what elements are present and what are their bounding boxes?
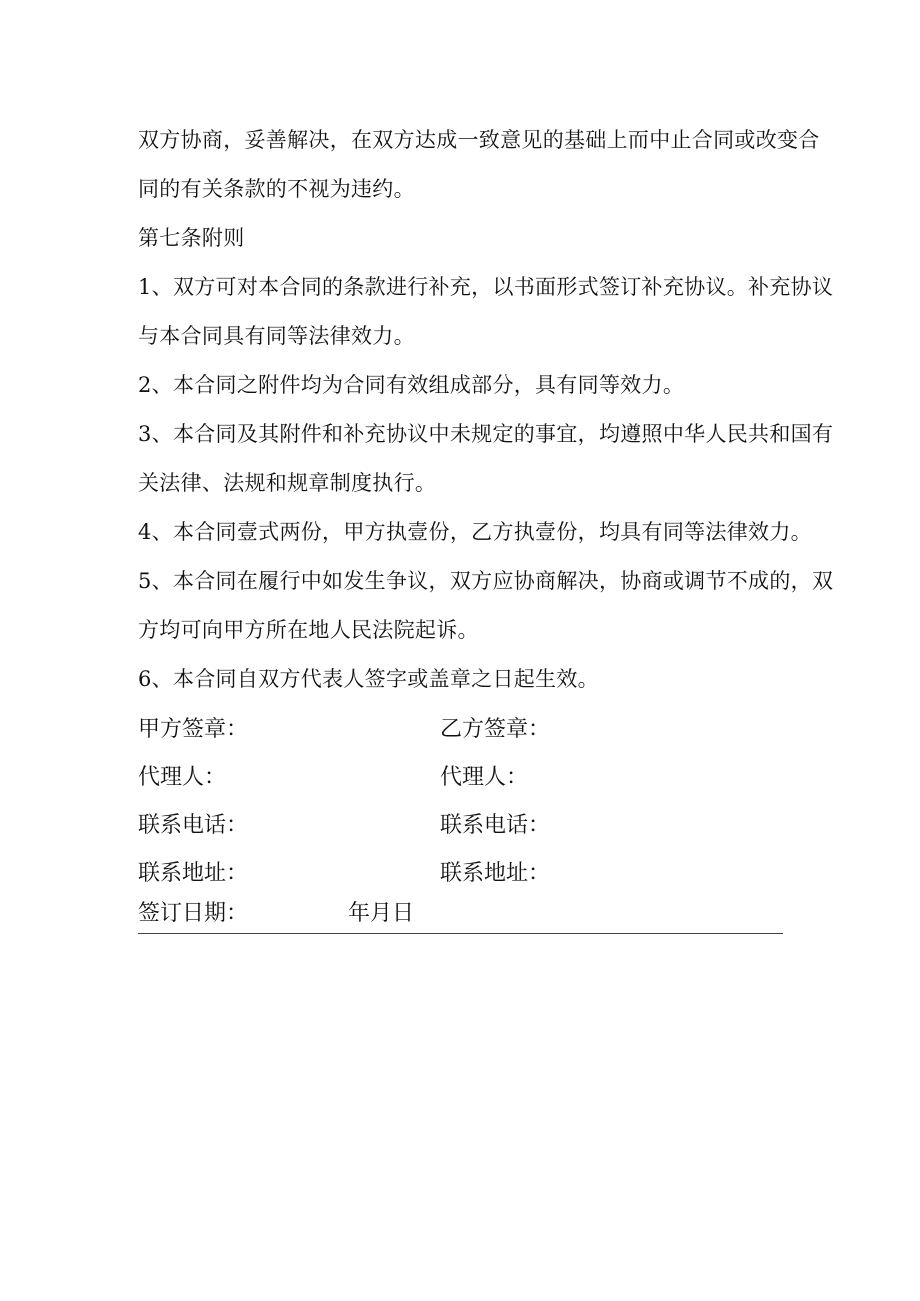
text-line: 6、本合同自双方代表人签字或盖章之日起生效。 <box>138 667 599 691</box>
signature-row <box>138 804 788 852</box>
signature-block <box>138 708 788 900</box>
section-heading: 第七条附则 <box>138 226 245 250</box>
party-a-address-label: 联系地址： <box>138 861 249 886</box>
party-b-address-label: 联系地址： <box>440 861 551 886</box>
text-line: 4、本合同壹式两份，甲方执壹份，乙方执壹份，均具有同等法律效力。 <box>138 520 812 544</box>
signing-date-label: 签订日期： <box>138 901 249 926</box>
signing-date-row <box>138 897 783 934</box>
text-line: 同的有关条款的不视为违约。 <box>138 177 415 201</box>
text-line: 5、本合同在履行中如发生争议，双方应协商解决，协商或调节不成的，双 <box>138 569 834 593</box>
text-line: 1、双方可对本合同的条款进行补充，以书面形式签订补充协议。补充协议 <box>138 275 834 299</box>
text-line: 双方协商，妥善解决，在双方达成一致意见的基础上而中止合同或改变合 <box>138 128 820 152</box>
party-a-seal-label: 甲方签章： <box>138 717 249 742</box>
text-line: 方均可向甲方所在地人民法院起诉。 <box>138 618 479 642</box>
contract-body <box>138 116 834 704</box>
party-b-phone-label: 联系电话： <box>440 813 551 838</box>
signature-row <box>138 756 788 804</box>
party-a-phone-label: 联系电话： <box>138 813 249 838</box>
party-b-seal-label: 乙方签章： <box>440 717 551 742</box>
text-line: 2、本合同之附件均为合同有效组成部分，具有同等效力。 <box>138 373 685 397</box>
text-line: 与本合同具有同等法律效力。 <box>138 324 415 348</box>
text-line: 关法律、法规和规章制度执行。 <box>138 471 437 495</box>
signing-date-value: 年月日 <box>348 901 415 926</box>
signature-row <box>138 852 788 900</box>
party-a-agent-label: 代理人： <box>138 765 227 790</box>
party-b-agent-label: 代理人： <box>440 765 529 790</box>
text-line: 3、本合同及其附件和补充协议中未规定的事宜，均遵照中华人民共和国有 <box>138 422 834 446</box>
signature-row <box>138 708 788 756</box>
